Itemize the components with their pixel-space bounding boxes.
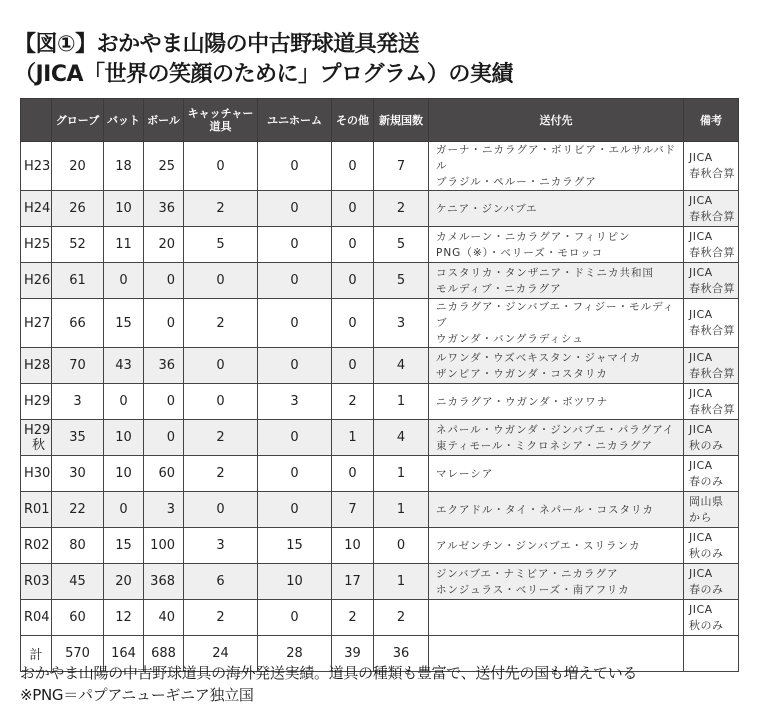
table-row bbox=[21, 142, 739, 191]
bat-cell: 10 bbox=[104, 420, 144, 456]
destinations-line2: 東ティモール・ミクロネシア・ニカラグア bbox=[436, 439, 654, 452]
other-cell: 2 bbox=[332, 600, 374, 636]
table-row bbox=[21, 191, 739, 227]
destinations-line1: ガーナ・ニカラグア・ボリビア・エルサルバドル bbox=[436, 144, 677, 172]
caption-line2: ※PNG＝パプアニューギニア独立国 bbox=[20, 686, 254, 704]
new-countries-cell: 7 bbox=[374, 142, 429, 191]
catcher-cell: 2 bbox=[184, 600, 258, 636]
year-cell bbox=[21, 191, 52, 227]
catcher-cell: 0 bbox=[184, 384, 258, 420]
destinations-line2: モルディブ・ニカラグア bbox=[436, 282, 562, 295]
other-cell: 10 bbox=[332, 528, 374, 564]
ball-cell: 36 bbox=[144, 191, 184, 227]
notes-cell bbox=[684, 263, 739, 299]
ball-cell: 36 bbox=[144, 348, 184, 384]
destinations-line2: ブラジル・ペルー・ニカラグア bbox=[436, 176, 597, 188]
destinations-line1: ケニア・ジンバブエ bbox=[436, 202, 538, 215]
other-cell: 17 bbox=[332, 564, 374, 600]
notes-line2: 秋のみ bbox=[689, 546, 724, 560]
notes-line1: JICA bbox=[689, 193, 713, 207]
catcher-cell: 0 bbox=[184, 348, 258, 384]
header-ball: ボール bbox=[144, 99, 184, 142]
year-cell bbox=[21, 564, 52, 600]
notes-line2: 春秋合算 bbox=[689, 167, 735, 180]
shipment-results-table bbox=[20, 98, 739, 672]
header-row bbox=[21, 99, 739, 142]
notes-line1: JICA bbox=[689, 151, 713, 164]
uniform-cell: 15 bbox=[258, 528, 332, 564]
destinations-line1: コスタリカ・タンザニア・ドミニカ共和国 bbox=[436, 266, 654, 279]
table-row bbox=[21, 227, 739, 263]
header-notes: 備考 bbox=[684, 99, 739, 142]
table-row bbox=[21, 528, 739, 564]
header-catcher-line1: キャッチャー bbox=[187, 107, 254, 120]
uniform-cell: 0 bbox=[258, 456, 332, 492]
destinations-line1: ルワンダ・ウズベキスタン・ジャマイカ bbox=[436, 351, 642, 364]
destinations-line1: カメルーン・ニカラグア・フィリピン bbox=[436, 230, 631, 243]
new-countries-cell: 1 bbox=[374, 456, 429, 492]
year-cell bbox=[21, 263, 52, 299]
bat-cell: 0 bbox=[104, 492, 144, 528]
year-label: H27 bbox=[24, 315, 51, 331]
total-other: 39 bbox=[332, 636, 374, 672]
destinations-line2: ザンビア・ウガンダ・コスタリカ bbox=[436, 367, 608, 380]
year-cell bbox=[21, 384, 52, 420]
notes-cell bbox=[684, 299, 739, 348]
year-label: H24 bbox=[24, 201, 51, 216]
new-countries-cell: 2 bbox=[374, 191, 429, 227]
notes-cell bbox=[684, 142, 739, 191]
notes-line1: JICA bbox=[689, 229, 713, 243]
other-cell: 0 bbox=[332, 299, 374, 348]
total-catcher: 24 bbox=[184, 636, 258, 672]
glove-cell: 80 bbox=[52, 528, 104, 564]
destinations-line1: ネパール・ウガンダ・ジンバブエ・パラグアイ bbox=[436, 423, 675, 436]
new-countries-cell: 3 bbox=[374, 299, 429, 348]
notes-line1: JICA bbox=[689, 265, 713, 279]
header-destinations: 送付先 bbox=[429, 99, 684, 142]
total-ball: 688 bbox=[144, 636, 184, 672]
destinations-cell bbox=[429, 191, 684, 227]
header-glove: グローブ bbox=[52, 99, 104, 142]
notes-line2: 秋のみ bbox=[689, 618, 724, 632]
destinations-line2: PNG（※）・ベリーズ・モロッコ bbox=[436, 246, 604, 259]
year-cell bbox=[21, 299, 52, 348]
other-cell: 0 bbox=[332, 263, 374, 299]
total-label: 計 bbox=[21, 636, 52, 672]
bat-cell: 0 bbox=[104, 384, 144, 420]
header-year bbox=[21, 99, 52, 142]
year-cell bbox=[21, 348, 52, 384]
notes-line1: JICA bbox=[689, 530, 713, 544]
bat-cell: 15 bbox=[104, 528, 144, 564]
destinations-cell bbox=[429, 348, 684, 384]
notes-cell bbox=[684, 227, 739, 263]
table-row bbox=[21, 564, 739, 600]
new-countries-cell: 1 bbox=[374, 564, 429, 600]
other-cell: 1 bbox=[332, 420, 374, 456]
year-label: R04 bbox=[24, 610, 50, 625]
notes-line2: 春秋合算 bbox=[689, 209, 735, 223]
figure-title bbox=[14, 30, 513, 90]
header-uniform: ユニホーム bbox=[258, 99, 332, 142]
catcher-cell: 2 bbox=[184, 191, 258, 227]
notes-cell bbox=[684, 564, 739, 600]
ball-cell: 0 bbox=[144, 384, 184, 420]
catcher-cell: 0 bbox=[184, 263, 258, 299]
other-cell: 2 bbox=[332, 384, 374, 420]
other-cell: 0 bbox=[332, 348, 374, 384]
notes-cell bbox=[684, 384, 739, 420]
glove-cell: 45 bbox=[52, 564, 104, 600]
catcher-cell: 2 bbox=[184, 420, 258, 456]
ball-cell: 40 bbox=[144, 600, 184, 636]
glove-cell: 3 bbox=[52, 384, 104, 420]
glove-cell: 61 bbox=[52, 263, 104, 299]
destinations-line2: ホンジュラス・ベリーズ・南アフリカ bbox=[436, 583, 630, 596]
glove-cell: 20 bbox=[52, 142, 104, 191]
notes-cell bbox=[684, 420, 739, 456]
uniform-cell: 0 bbox=[258, 227, 332, 263]
destinations-cell bbox=[429, 299, 684, 348]
bat-cell: 20 bbox=[104, 564, 144, 600]
year-cell bbox=[21, 420, 52, 456]
year-cell bbox=[21, 227, 52, 263]
other-cell: 0 bbox=[332, 456, 374, 492]
notes-cell bbox=[684, 348, 739, 384]
uniform-cell: 0 bbox=[258, 191, 332, 227]
notes-line1: 岡山県 bbox=[689, 494, 724, 508]
glove-cell: 26 bbox=[52, 191, 104, 227]
destinations-cell bbox=[429, 263, 684, 299]
year-cell bbox=[21, 528, 52, 564]
notes-line1: JICA bbox=[689, 566, 713, 580]
ball-cell: 0 bbox=[144, 299, 184, 348]
destinations-line2: ウガンダ・バングラディシュ bbox=[436, 333, 584, 345]
table-row bbox=[21, 263, 739, 299]
bat-cell: 15 bbox=[104, 299, 144, 348]
notes-line2: 春のみ bbox=[689, 474, 724, 488]
glove-cell: 22 bbox=[52, 492, 104, 528]
destinations-cell bbox=[429, 227, 684, 263]
new-countries-cell: 1 bbox=[374, 384, 429, 420]
uniform-cell: 0 bbox=[258, 299, 332, 348]
notes-line2: 秋のみ bbox=[689, 438, 724, 452]
destinations-line1: ジンバブエ・ナミビア・ニカラグア bbox=[436, 567, 619, 580]
uniform-cell: 3 bbox=[258, 384, 332, 420]
bat-cell: 12 bbox=[104, 600, 144, 636]
year-cell bbox=[21, 142, 52, 191]
uniform-cell: 0 bbox=[258, 420, 332, 456]
new-countries-cell: 1 bbox=[374, 492, 429, 528]
ball-cell: 0 bbox=[144, 263, 184, 299]
year-label: H29 bbox=[24, 422, 51, 438]
table-row bbox=[21, 420, 739, 456]
bat-cell: 43 bbox=[104, 348, 144, 384]
notes-cell bbox=[684, 191, 739, 227]
ball-cell: 368 bbox=[144, 564, 184, 600]
year-label: H23 bbox=[24, 158, 51, 174]
header-other: その他 bbox=[332, 99, 374, 142]
destinations-cell bbox=[429, 528, 684, 564]
destinations-line1: アルゼンチン・ジンバブエ・スリランカ bbox=[436, 539, 641, 552]
catcher-cell: 0 bbox=[184, 492, 258, 528]
year-season-label: 秋 bbox=[32, 437, 46, 453]
notes-line2: 春秋合算 bbox=[689, 366, 735, 380]
other-cell: 0 bbox=[332, 142, 374, 191]
notes-cell bbox=[684, 528, 739, 564]
bat-cell: 10 bbox=[104, 191, 144, 227]
year-label: H26 bbox=[24, 273, 51, 288]
figure-caption bbox=[20, 662, 637, 706]
bat-cell: 11 bbox=[104, 227, 144, 263]
year-label: R01 bbox=[24, 502, 50, 517]
catcher-cell: 2 bbox=[184, 456, 258, 492]
glove-cell: 60 bbox=[52, 600, 104, 636]
destinations-line1: エクアドル・タイ・ネパール・コスタリカ bbox=[436, 503, 654, 516]
notes-line1: JICA bbox=[689, 386, 713, 400]
year-cell bbox=[21, 492, 52, 528]
ball-cell: 0 bbox=[144, 420, 184, 456]
header-bat: バット bbox=[104, 99, 144, 142]
destinations-cell bbox=[429, 420, 684, 456]
caption-line1: おかやま山陽の中古野球道具の海外発送実績。道具の種類も豊富で、送付先の国も増えている bbox=[20, 664, 638, 682]
year-label: H30 bbox=[24, 466, 51, 481]
glove-cell: 52 bbox=[52, 227, 104, 263]
new-countries-cell: 4 bbox=[374, 420, 429, 456]
destinations-line1: ニカラグア・ウガンダ・ボツワナ bbox=[436, 395, 609, 408]
table-row bbox=[21, 456, 739, 492]
notes-line2: 春のみ bbox=[689, 582, 724, 596]
new-countries-cell: 5 bbox=[374, 227, 429, 263]
ball-cell: 20 bbox=[144, 227, 184, 263]
total-glove: 570 bbox=[52, 636, 104, 672]
catcher-cell: 6 bbox=[184, 564, 258, 600]
other-cell: 7 bbox=[332, 492, 374, 528]
table-row bbox=[21, 600, 739, 636]
notes-cell bbox=[684, 600, 739, 636]
new-countries-cell: 2 bbox=[374, 600, 429, 636]
notes-line2: 春秋合算 bbox=[689, 402, 735, 416]
year-label: H25 bbox=[24, 237, 51, 252]
ball-cell: 25 bbox=[144, 142, 184, 191]
destinations-line1: マレーシア bbox=[436, 467, 494, 480]
year-cell bbox=[21, 456, 52, 492]
other-cell: 0 bbox=[332, 227, 374, 263]
destinations-cell bbox=[429, 492, 684, 528]
bat-cell: 10 bbox=[104, 456, 144, 492]
notes-line2: 春秋合算 bbox=[689, 324, 735, 337]
total-bat: 164 bbox=[104, 636, 144, 672]
uniform-cell: 0 bbox=[258, 492, 332, 528]
destinations-line1: ニカラグア・ジンバブエ・フィジー・モルディブ bbox=[436, 301, 675, 329]
ball-cell: 100 bbox=[144, 528, 184, 564]
uniform-cell: 0 bbox=[258, 348, 332, 384]
notes-line1: JICA bbox=[689, 350, 713, 364]
header-catcher-line2: 道具 bbox=[209, 120, 232, 133]
table-row bbox=[21, 348, 739, 384]
table-row bbox=[21, 384, 739, 420]
year-label: R02 bbox=[24, 538, 50, 553]
destinations-cell bbox=[429, 142, 684, 191]
notes-line2: から bbox=[689, 510, 712, 524]
notes-line1: JICA bbox=[689, 458, 713, 472]
ball-cell: 3 bbox=[144, 492, 184, 528]
catcher-cell: 5 bbox=[184, 227, 258, 263]
figure-title-line1: 【図①】おかやま山陽の中古野球道具発送 bbox=[14, 32, 420, 57]
header-catcher-gear bbox=[184, 99, 258, 142]
destinations-cell bbox=[429, 456, 684, 492]
table-row bbox=[21, 492, 739, 528]
bat-cell: 18 bbox=[104, 142, 144, 191]
uniform-cell: 0 bbox=[258, 263, 332, 299]
catcher-cell: 2 bbox=[184, 299, 258, 348]
notes-cell bbox=[684, 492, 739, 528]
other-cell: 0 bbox=[332, 191, 374, 227]
catcher-cell: 3 bbox=[184, 528, 258, 564]
year-cell bbox=[21, 600, 52, 636]
table-row bbox=[21, 299, 739, 348]
year-label: H28 bbox=[24, 358, 51, 373]
total-notes bbox=[684, 636, 739, 672]
destinations-cell bbox=[429, 600, 684, 636]
catcher-cell: 0 bbox=[184, 142, 258, 191]
notes-line2: 春秋合算 bbox=[689, 281, 735, 295]
glove-cell: 70 bbox=[52, 348, 104, 384]
year-label: H29 bbox=[24, 394, 51, 409]
new-countries-cell: 0 bbox=[374, 528, 429, 564]
notes-line1: JICA bbox=[689, 308, 713, 321]
new-countries-cell: 5 bbox=[374, 263, 429, 299]
uniform-cell: 10 bbox=[258, 564, 332, 600]
uniform-cell: 0 bbox=[258, 142, 332, 191]
glove-cell: 35 bbox=[52, 420, 104, 456]
ball-cell: 60 bbox=[144, 456, 184, 492]
total-new-countries: 36 bbox=[374, 636, 429, 672]
glove-cell: 30 bbox=[52, 456, 104, 492]
notes-line1: JICA bbox=[689, 422, 713, 436]
notes-line2: 春秋合算 bbox=[689, 245, 735, 259]
destinations-cell bbox=[429, 564, 684, 600]
figure-title-line2: （JICA「世界の笑顔のために」プログラム）の実績 bbox=[14, 62, 513, 87]
glove-cell: 66 bbox=[52, 299, 104, 348]
year-label: R03 bbox=[24, 574, 50, 589]
notes-cell bbox=[684, 456, 739, 492]
total-uniform: 28 bbox=[258, 636, 332, 672]
destinations-cell bbox=[429, 384, 684, 420]
bat-cell: 0 bbox=[104, 263, 144, 299]
notes-line1: JICA bbox=[689, 602, 713, 616]
new-countries-cell: 4 bbox=[374, 348, 429, 384]
uniform-cell: 0 bbox=[258, 600, 332, 636]
header-new-countries: 新規国数 bbox=[374, 99, 429, 142]
